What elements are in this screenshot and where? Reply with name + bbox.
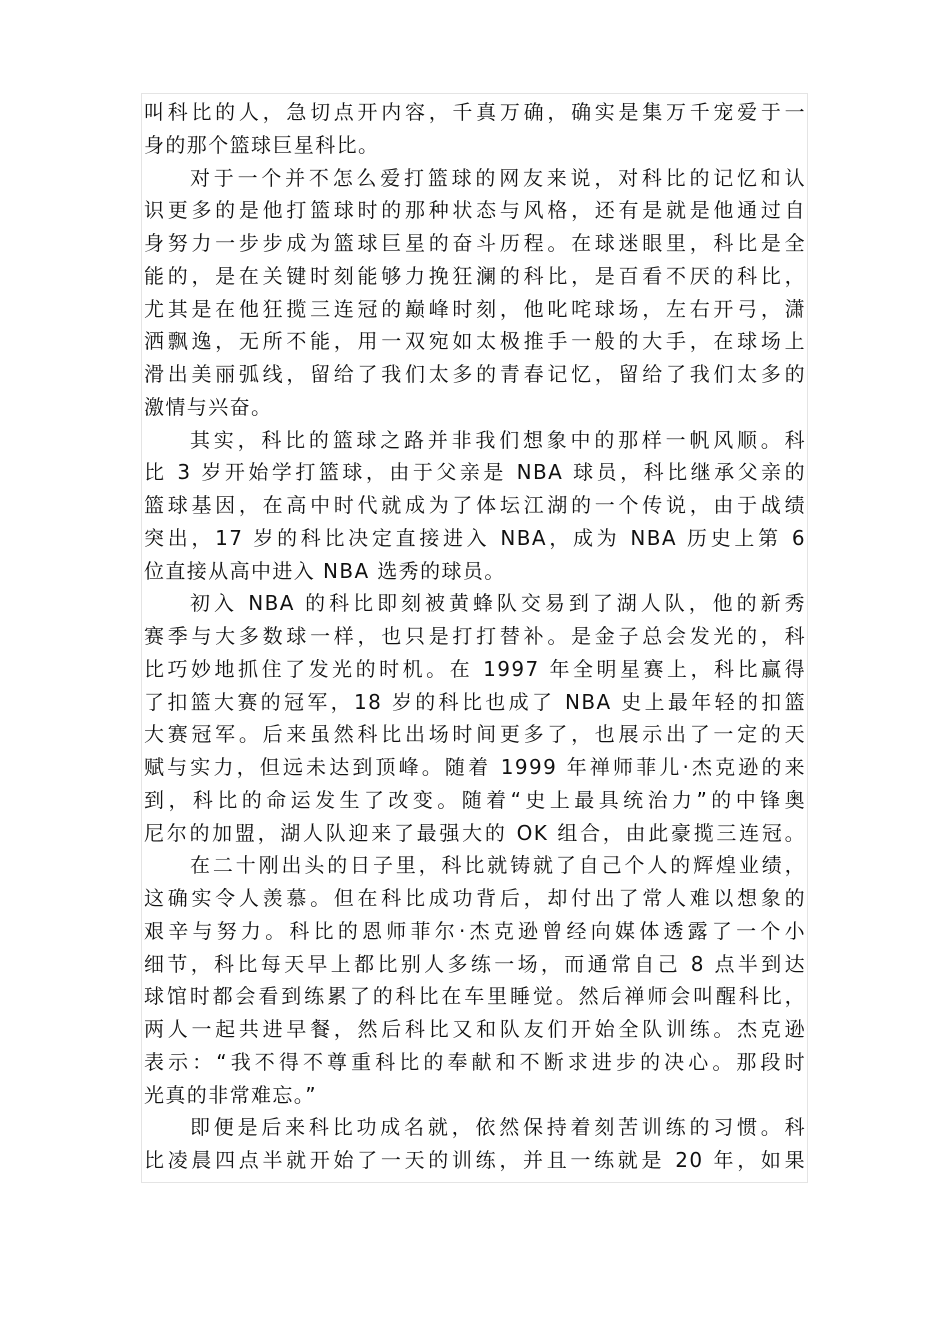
text-line: 比 3 岁开始学打篮球，由于父亲是 NBA 球员，科比继承父亲的 [144, 460, 806, 485]
text-line: 即便是后来科比功成名就，依然保持着刻苦训练的习惯。科 [190, 1115, 806, 1140]
text-line: 艰辛与努力。科比的恩师菲尔·杰克逊曾经向媒体透露了一个小 [144, 918, 806, 943]
text-line: 球馆时都会看到练累了的科比在车里睡觉。然后禅师会叫醒科比， [144, 984, 806, 1009]
text-line: 两人一起共进早餐，然后科比又和队友们开始全队训练。杰克逊 [144, 1017, 806, 1041]
text-line: 比凌晨四点半就开始了一天的训练，并且一练就是 20 年，如果 [144, 1148, 806, 1172]
text-line: 身努力一步步成为篮球巨星的奋斗历程。在球迷眼里，科比是全 [144, 231, 806, 255]
text-line: 洒飘逸，无所不能，用一双宛如太极推手一般的大手，在球场上 [144, 329, 806, 354]
text-line: 在二十刚出头的日子里，科比就铸就了自己个人的辉煌业绩， [190, 853, 806, 878]
document-body [144, 96, 806, 1177]
text-line: 滑出美丽弧线，留给了我们太多的青春记忆，留给了我们太多的 [144, 362, 806, 386]
text-line: 其实，科比的篮球之路并非我们想象中的那样一帆风顺。科 [190, 427, 806, 452]
text-line: 对于一个并不怎么爱打篮球的网友来说，对科比的记忆和认 [190, 165, 806, 190]
text-line: 突出，17 岁的科比决定直接进入 NBA，成为 NBA 历史上第 6 [144, 525, 806, 550]
text-line: 尼尔的加盟，湖人队迎来了最强大的 OK 组合，由此豪揽三连冠。 [144, 820, 806, 845]
text-line: 赛季与大多数球一样，也只是打打替补。是金子总会发光的，科 [144, 624, 806, 648]
text-line: 识更多的是他打篮球时的那种状态与风格，还有是就是他通过自 [144, 198, 806, 223]
text-line: 赋与实力，但远未达到顶峰。随着 1999 年禅师菲儿·杰克逊的来 [144, 755, 806, 779]
text-line: 了扣篮大赛的冠军，18 岁的科比也成了 NBA 史上最年轻的扣篮 [144, 689, 806, 714]
text-line: 细节，科比每天早上都比别人多练一场，而通常自己 8 点半到达 [144, 951, 806, 976]
text-line: 身的那个篮球巨星科比。 [144, 132, 380, 157]
text-line: 大赛冠军。后来虽然科比出场时间更多了，也展示出了一定的天 [144, 722, 806, 747]
text-line: 表示：“我不得不尊重科比的奉献和不断求进步的决心。那段时 [144, 1049, 806, 1074]
text-line: 这确实令人羡慕。但在科比成功背后，却付出了常人难以想象的 [144, 886, 806, 910]
text-line: 比巧妙地抓住了发光的时机。在 1997 年全明星赛上，科比赢得 [144, 656, 806, 681]
text-line: 到，科比的命运发生了改变。随着“史上最具统治力”的中锋奥 [144, 787, 806, 812]
text-line: 尤其是在他狂揽三连冠的巅峰时刻，他叱咤球场，左右开弓，潇 [144, 296, 806, 321]
text-line: 能的，是在关键时刻能够力挽狂澜的科比，是百看不厌的科比， [144, 263, 806, 288]
text-line: 初入 NBA 的科比即刻被黄蜂队交易到了湖人队，他的新秀 [190, 591, 806, 616]
text-line: 叫科比的人，急切点开内容，千真万确，确实是集万千宠爱于一 [144, 100, 806, 124]
text-line: 激情与兴奋。 [144, 394, 273, 419]
text-line: 光真的非常难忘。” [144, 1082, 317, 1107]
text-line: 篮球基因，在高中时代就成为了体坛江湖的一个传说，由于战绩 [144, 493, 806, 517]
text-line: 位直接从高中进入 NBA 选秀的球员。 [144, 558, 506, 583]
